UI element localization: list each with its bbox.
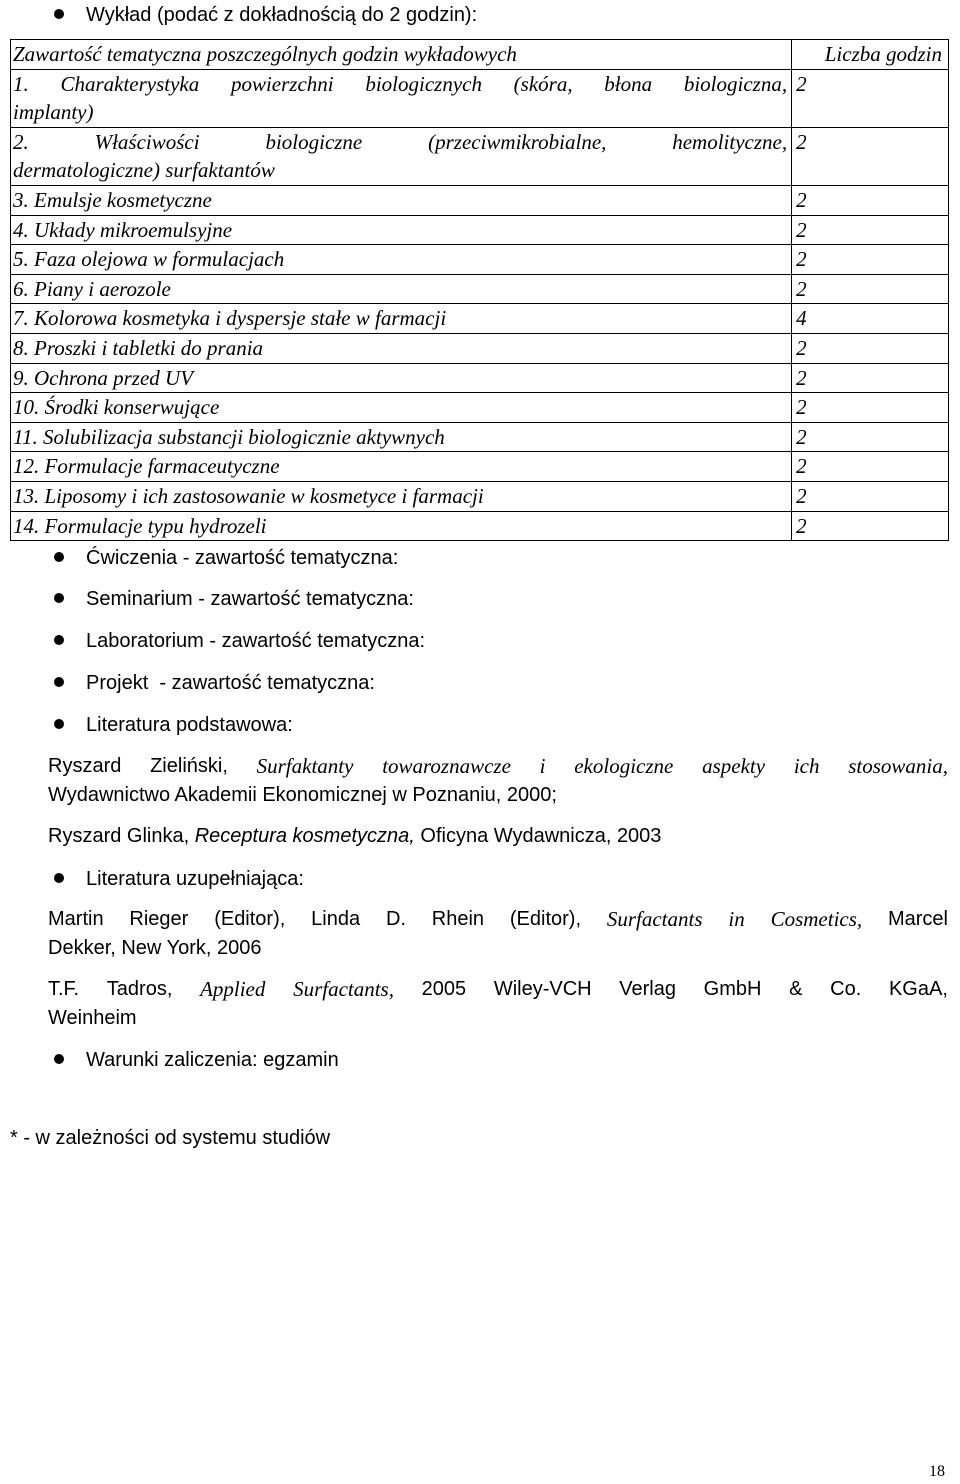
table-row: [11, 393, 949, 423]
completion-conditions-text: Warunki zaliczenia: egzamin: [86, 1049, 339, 1071]
table-row: [11, 481, 949, 511]
hours-cell: 2: [792, 511, 949, 541]
table-row: [11, 511, 949, 541]
reference-word: &: [789, 978, 803, 1000]
reference-word: D.: [385, 908, 406, 930]
topic-cell: [11, 69, 792, 127]
reference-word: GmbH: [703, 978, 762, 1000]
bullet-icon: [54, 677, 64, 687]
hours-cell: 2: [792, 185, 949, 215]
reference-word: in: [728, 907, 745, 931]
reference-word: ich: [793, 754, 820, 778]
reference-word: Wiley-VCH: [493, 978, 592, 1000]
completion-conditions: [48, 1045, 948, 1075]
reference-line: [48, 752, 948, 781]
topic-word: powierzchni: [230, 71, 334, 96]
hours-cell: 2: [792, 481, 949, 511]
table-row: [11, 69, 949, 127]
table-row: [11, 215, 949, 245]
topic-cell: [11, 274, 792, 304]
bullet-icon: [54, 9, 64, 19]
hours-cell: 2: [792, 363, 949, 393]
topic-word: (przeciwmikrobialne,: [428, 129, 607, 154]
topic-cell: [11, 481, 792, 511]
topic-line: [13, 70, 787, 99]
reference-rieger: [48, 905, 948, 962]
page-number: 18: [929, 1463, 945, 1480]
reference-word: Verlag: [619, 978, 676, 1000]
lecture-heading: [48, 0, 948, 30]
project-heading: [48, 668, 948, 698]
bullet-icon: [54, 635, 64, 645]
hours-cell: 2: [792, 274, 949, 304]
topic-line: 9. Ochrona przed UV: [13, 365, 194, 390]
hours-cell: 2: [792, 127, 949, 185]
reference-word: Applied: [200, 977, 266, 1001]
reference-word: Zieliński,: [150, 755, 228, 777]
supplementary-literature-heading: [48, 864, 948, 894]
hours-cell: 2: [792, 452, 949, 482]
laboratory-heading: [48, 626, 948, 656]
table-row: [11, 363, 949, 393]
reference-word: 2005: [421, 978, 467, 1000]
lecture-topics-table: [10, 39, 949, 541]
exercises-text: Ćwiczenia - zawartość tematyczna:: [86, 547, 399, 569]
exercises-heading: [48, 543, 948, 573]
lecture-heading-text: Wykład (podać z dokładnością do 2 godzin):: [86, 4, 478, 26]
topic-cell: [11, 215, 792, 245]
reference-line: [48, 905, 948, 934]
reference-word: Tadros,: [106, 978, 173, 1000]
reference-word: Surfaktanty: [256, 754, 354, 778]
basic-literature-text: Literatura podstawowa:: [86, 714, 293, 736]
reference-line: Dekker, New York, 2006: [48, 936, 262, 959]
reference-word: Ryszard: [48, 755, 122, 777]
topic-word: Charakterystyka: [60, 71, 200, 96]
table-row: [11, 127, 949, 185]
reference-line: Wydawnictwo Akademii Ekonomicznej w Poznaniu, 2000;: [48, 783, 557, 806]
hours-cell: 2: [792, 215, 949, 245]
topic-line: 4. Układy mikroemulsyjne: [13, 217, 233, 242]
bullet-icon: [54, 552, 64, 562]
bullet-icon: [54, 873, 64, 883]
header-hours: Liczba godzin: [792, 40, 949, 70]
topic-word: hemolityczne,: [672, 129, 788, 154]
project-text: Projekt - zawartość tematyczna:: [86, 672, 375, 694]
topic-word: biologiczne: [265, 129, 363, 154]
reference-word: Marcel: [887, 908, 948, 930]
reference-word: Linda: [311, 908, 361, 930]
topic-line: 11. Solubilizacja substancji biologicznie aktywnych: [13, 424, 445, 449]
reference-word: Rhein: [431, 908, 485, 930]
topic-line: dermatologiczne) surfaktantów: [13, 158, 275, 183]
topic-word: (skóra,: [513, 71, 573, 96]
reference-title: Receptura kosmetyczna,: [194, 825, 415, 847]
topic-word: biologicznych: [365, 71, 482, 96]
topic-cell: [11, 452, 792, 482]
topic-cell: [11, 393, 792, 423]
topic-cell: [11, 511, 792, 541]
topic-line: 3. Emulsje kosmetyczne: [13, 187, 212, 212]
topic-cell: [11, 422, 792, 452]
reference-word: Surfactants,: [293, 977, 394, 1001]
topic-line: 8. Proszki i tabletki do prania: [13, 335, 264, 360]
reference-word: Surfactants: [606, 907, 703, 931]
footnote: * - w zależności od systemu studiów: [10, 1127, 331, 1149]
reference-word: Cosmetics,: [770, 907, 863, 931]
topic-line: 5. Faza olejowa w formulacjach: [13, 247, 285, 272]
table-row: [11, 274, 949, 304]
reference-word: Rieger: [129, 908, 189, 930]
reference-word: T.F.: [48, 978, 80, 1000]
table-row: [11, 304, 949, 334]
table-row: [11, 245, 949, 275]
reference-word: Martin: [48, 908, 104, 930]
reference-line: [48, 975, 948, 1004]
reference-line: Weinheim: [48, 1006, 137, 1029]
hours-cell: 4: [792, 304, 949, 334]
reference-word: stosowania,: [848, 754, 948, 778]
topic-cell: [11, 333, 792, 363]
reference-word: i: [539, 754, 546, 778]
topic-line: implanty): [13, 100, 94, 125]
reference-glinka: [48, 822, 948, 851]
bullet-icon: [54, 719, 64, 729]
topic-line: 14. Formulacje typu hydrozeli: [13, 513, 267, 538]
topic-line: 6. Piany i aerozole: [13, 276, 171, 301]
topic-word: Właściwości: [94, 129, 200, 154]
laboratory-text: Laboratorium - zawartość tematyczna:: [86, 630, 426, 652]
hours-cell: 2: [792, 393, 949, 423]
table-row: [11, 333, 949, 363]
topic-cell: [11, 127, 792, 185]
topic-word: biologiczna,: [683, 71, 788, 96]
reference-word: KGaA,: [888, 978, 948, 1000]
table-row: [11, 452, 949, 482]
hours-cell: 2: [792, 245, 949, 275]
reference-zielinski: [48, 752, 948, 809]
reference-word: Co.: [830, 978, 862, 1000]
supplementary-literature-text: Literatura uzupełniająca:: [86, 868, 304, 890]
table-row: [11, 422, 949, 452]
reference-tadros: [48, 975, 948, 1032]
topic-line: 10. Środki konserwujące: [13, 395, 220, 420]
seminar-text: Seminarium - zawartość tematyczna:: [86, 588, 414, 610]
topic-cell: [11, 304, 792, 334]
topic-cell: [11, 245, 792, 275]
basic-literature-heading: [48, 710, 948, 740]
topic-line: [13, 128, 787, 157]
table-header-row: [11, 40, 949, 70]
topic-line: 12. Formulacje farmaceutyczne: [13, 454, 280, 479]
table-row: [11, 185, 949, 215]
topic-cell: [11, 185, 792, 215]
bullet-icon: [54, 1054, 64, 1064]
hours-cell: 2: [792, 422, 949, 452]
topic-line: 7. Kolorowa kosmetyka i dyspersje stałe w farmacji: [13, 306, 447, 331]
header-topic: Zawartość tematyczna poszczególnych godzin wykładowych: [11, 40, 792, 70]
reference-word: ekologiczne: [574, 754, 674, 778]
reference-word: (Editor),: [214, 908, 286, 930]
bullet-icon: [54, 593, 64, 603]
reference-author: Ryszard Glinka,: [48, 825, 195, 847]
topic-word: błona: [604, 71, 653, 96]
seminar-heading: [48, 584, 948, 614]
hours-cell: 2: [792, 69, 949, 127]
reference-word: aspekty: [702, 754, 766, 778]
topic-line: 13. Liposomy i ich zastosowanie w kosmetyce i farmacji: [13, 483, 484, 508]
hours-cell: 2: [792, 333, 949, 363]
reference-word: (Editor),: [509, 908, 582, 930]
reference-word: towaroznawcze: [382, 754, 511, 778]
topic-cell: [11, 363, 792, 393]
topic-word: 1.: [13, 71, 29, 96]
topic-word: 2.: [13, 129, 29, 154]
reference-publisher: Oficyna Wydawnicza, 2003: [414, 825, 662, 847]
